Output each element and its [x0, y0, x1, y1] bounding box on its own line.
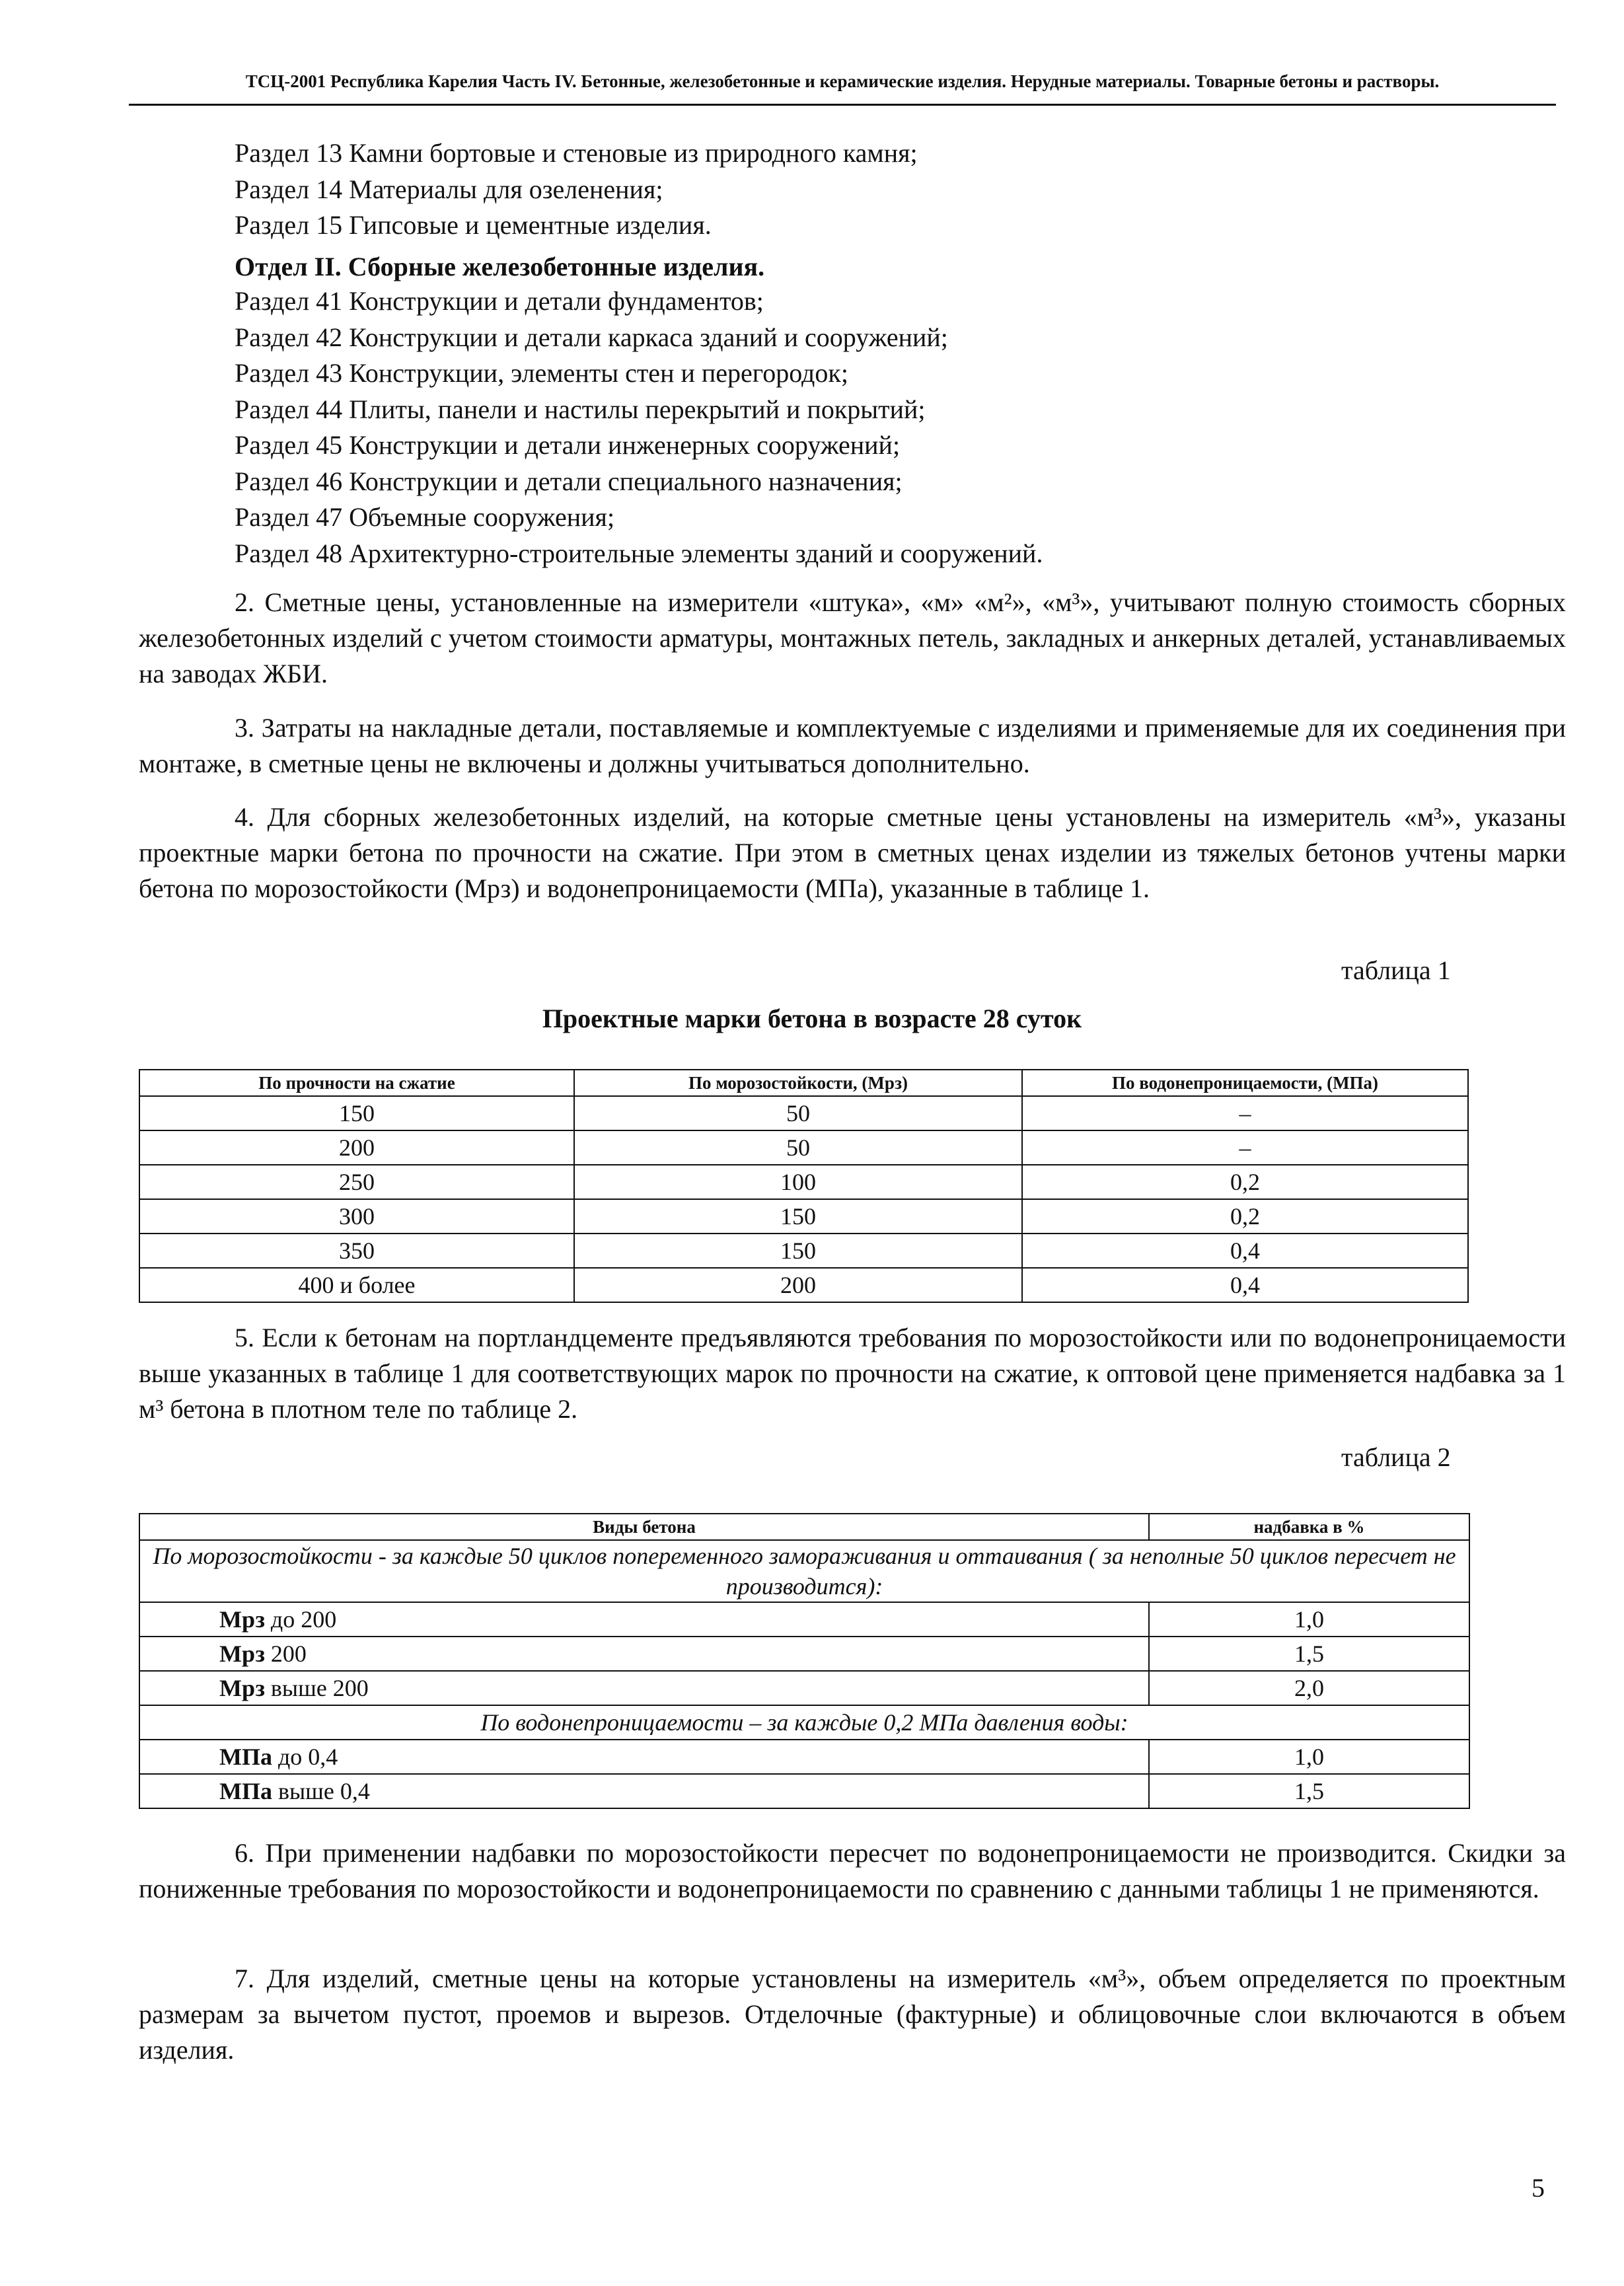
table2-row: [139, 1671, 1469, 1705]
table2-value-cell: 2,0: [1149, 1671, 1469, 1705]
table1-cell: 150: [139, 1096, 574, 1130]
paragraph-6-text: 6. При применении надбавки по морозостойкости пересчет по водонепроницаемости не производится. Скидки за пониженные требования по морозостойкости и водонепроницаемости по сравнению с данными таблицы 1 не применяются.: [139, 1838, 1566, 1903]
table2-type-cell: [139, 1774, 1149, 1808]
table1-cell: 300: [139, 1199, 574, 1234]
table1-cell: 0,4: [1022, 1234, 1468, 1268]
department-heading: Отдел II. Сборные железобетонные изделия.: [235, 251, 765, 281]
table1-cell: 0,2: [1022, 1165, 1468, 1199]
paragraph-5: [139, 1320, 1566, 1427]
table1-cell: 400 и более: [139, 1268, 574, 1302]
table2-value-cell: 1,5: [1149, 1637, 1469, 1671]
table1-cell: 150: [574, 1234, 1022, 1268]
table2-type-text: 200: [264, 1641, 307, 1667]
table1-cell: –: [1022, 1130, 1468, 1165]
table2-type-text: до 200: [264, 1606, 337, 1633]
table-2: [139, 1513, 1470, 1809]
paragraph-7: [139, 1961, 1566, 2068]
table2-mark: Мрз: [219, 1675, 265, 1701]
section-list-item: Раздел 42 Конструкции и детали каркаса зданий и сооружений;: [235, 322, 948, 352]
table1-cell: 200: [574, 1268, 1022, 1302]
table2-mark: Мрз: [219, 1641, 265, 1667]
table-1: [139, 1069, 1469, 1303]
table2-header-surcharge: надбавка в %: [1149, 1514, 1469, 1540]
table1-body: [139, 1096, 1468, 1302]
section-list-item: Раздел 41 Конструкции и детали фундаментов;: [235, 286, 764, 316]
table2-row: [139, 1774, 1469, 1808]
table2-value-cell: 1,0: [1149, 1602, 1469, 1637]
paragraph-4-text: 4. Для сборных железобетонных изделий, на которые сметные цены установлены на измеритель «м³», указаны проектные марки бетона по прочности на сжатие. При этом в сметных ценах изделии из тяжелых бетонов учтены марки бетона по морозостойкости (Мрз) и водонепроницаемости (МПа), указанные в таблице 1.: [139, 802, 1566, 903]
table1-row: [139, 1130, 1468, 1165]
table1-cell: 150: [574, 1199, 1022, 1234]
table2-water-note-row: [139, 1705, 1469, 1740]
paragraph-6: [139, 1835, 1566, 1907]
table1-row: [139, 1165, 1468, 1199]
table1-cell: 200: [139, 1130, 574, 1165]
table2-caption: таблица 2: [1341, 1442, 1451, 1472]
running-header: ТСЦ-2001 Республика Карелия Часть IV. Бетонные, железобетонные и керамические изделия. Нерудные материалы. Товарные бетоны и растворы.: [245, 71, 1440, 91]
table2-value-cell: 1,0: [1149, 1740, 1469, 1774]
section-list-item: Раздел 46 Конструкции и детали специального назначения;: [235, 466, 903, 496]
table2-mark: МПа: [219, 1744, 272, 1770]
section-list-item: Раздел 44 Плиты, панели и настилы перекрытий и покрытий;: [235, 394, 926, 424]
table2-row: [139, 1740, 1469, 1774]
table2-value-cell: 1,5: [1149, 1774, 1469, 1808]
table1-cell: 250: [139, 1165, 574, 1199]
table1-cell: 0,2: [1022, 1199, 1468, 1234]
table1-header-strength: По прочности на сжатие: [139, 1070, 574, 1096]
table1-row: [139, 1199, 1468, 1234]
table2-body: [139, 1540, 1469, 1808]
paragraph-5-text: 5. Если к бетонам на портландцементе предъявляются требования по морозостойкости или по водонепроницаемости выше указанных в таблице 1 для соответствующих марок по прочности на сжатие, к оптовой цене применяется надбавка за 1 м³ бетона в плотном теле по таблице 2.: [139, 1323, 1566, 1424]
section-list-item: Раздел 43 Конструкции, элементы стен и перегородок;: [235, 358, 848, 388]
table1-cell: 50: [574, 1096, 1022, 1130]
table1-header-water: По водонепроницаемости, (МПа): [1022, 1070, 1468, 1096]
section-list-item: Раздел 13 Камни бортовые и стеновые из природного камня;: [235, 138, 918, 168]
table1-row: [139, 1268, 1468, 1302]
table1-caption: таблица 1: [1341, 955, 1451, 985]
table2-frost-note: По морозостойкости - за каждые 50 циклов попеременного замораживания и оттаивания ( за неполные 50 циклов пересчет не производится):: [139, 1540, 1469, 1602]
table2-mark: Мрз: [219, 1606, 265, 1633]
table2-row: [139, 1602, 1469, 1637]
page-number: 5: [1532, 2173, 1545, 2203]
table2-type-cell: [139, 1671, 1149, 1705]
table1-row: [139, 1096, 1468, 1130]
table2-water-note: По водонепроницаемости – за каждые 0,2 МПа давления воды:: [139, 1705, 1469, 1740]
table1-row: [139, 1234, 1468, 1268]
table2-row: [139, 1637, 1469, 1671]
paragraph-7-text: 7. Для изделий, сметные цены на которые установлены на измеритель «м³», объем определяется по проектным размерам за вычетом пустот, проемов и вырезов. Отделочные (фактурные) и облицовочные слои включаются в объем изделия.: [139, 1964, 1566, 2065]
table1-cell: –: [1022, 1096, 1468, 1130]
paragraph-2: [139, 585, 1566, 692]
table2-header-type: Виды бетона: [139, 1514, 1149, 1540]
table2-type-cell: [139, 1602, 1149, 1637]
header-rule: [129, 104, 1556, 106]
table2-header-row: [139, 1514, 1469, 1540]
paragraph-3: [139, 710, 1566, 782]
paragraph-2-text: 2. Сметные цены, установленные на измерители «штука», «м» «м²», «м³», учитывают полную стоимость сборных железобетонных изделий с учетом стоимости арматуры, монтажных петель, закладных и анкерных деталей, устанавливаемых на заводах ЖБИ.: [139, 587, 1566, 688]
table1-cell: 50: [574, 1130, 1022, 1165]
table1-header-frost: По морозостойкости, (Мрз): [574, 1070, 1022, 1096]
section-list-item: Раздел 45 Конструкции и детали инженерных сооружений;: [235, 430, 901, 460]
section-list: [235, 135, 1043, 572]
table2-frost-note-row: [139, 1540, 1469, 1602]
table2-type-cell: [139, 1740, 1149, 1774]
table1-header-row: [139, 1070, 1468, 1096]
table2-type-text: выше 0,4: [272, 1778, 370, 1804]
table2-type-text: выше 200: [264, 1675, 369, 1701]
section-list-item: Раздел 14 Материалы для озеленения;: [235, 174, 663, 204]
table1-cell: 100: [574, 1165, 1022, 1199]
table2-mark: МПа: [219, 1778, 272, 1804]
section-list-item: Раздел 48 Архитектурно-строительные элементы зданий и сооружений.: [235, 538, 1043, 568]
table1-title: Проектные марки бетона в возрасте 28 суток: [542, 1004, 1082, 1033]
table2-type-text: до 0,4: [272, 1744, 338, 1770]
paragraph-4: [139, 799, 1566, 906]
table2-type-cell: [139, 1637, 1149, 1671]
table1-cell: 0,4: [1022, 1268, 1468, 1302]
section-list-item: Раздел 15 Гипсовые и цементные изделия.: [235, 210, 712, 240]
table1-cell: 350: [139, 1234, 574, 1268]
section-list-item: Раздел 47 Объемные сооружения;: [235, 502, 615, 532]
paragraph-3-text: 3. Затраты на накладные детали, поставляемые и комплектуемые с изделиями и применяемые для их соединения при монтаже, в сметные цены не включены и должны учитываться дополнительно.: [139, 713, 1566, 778]
